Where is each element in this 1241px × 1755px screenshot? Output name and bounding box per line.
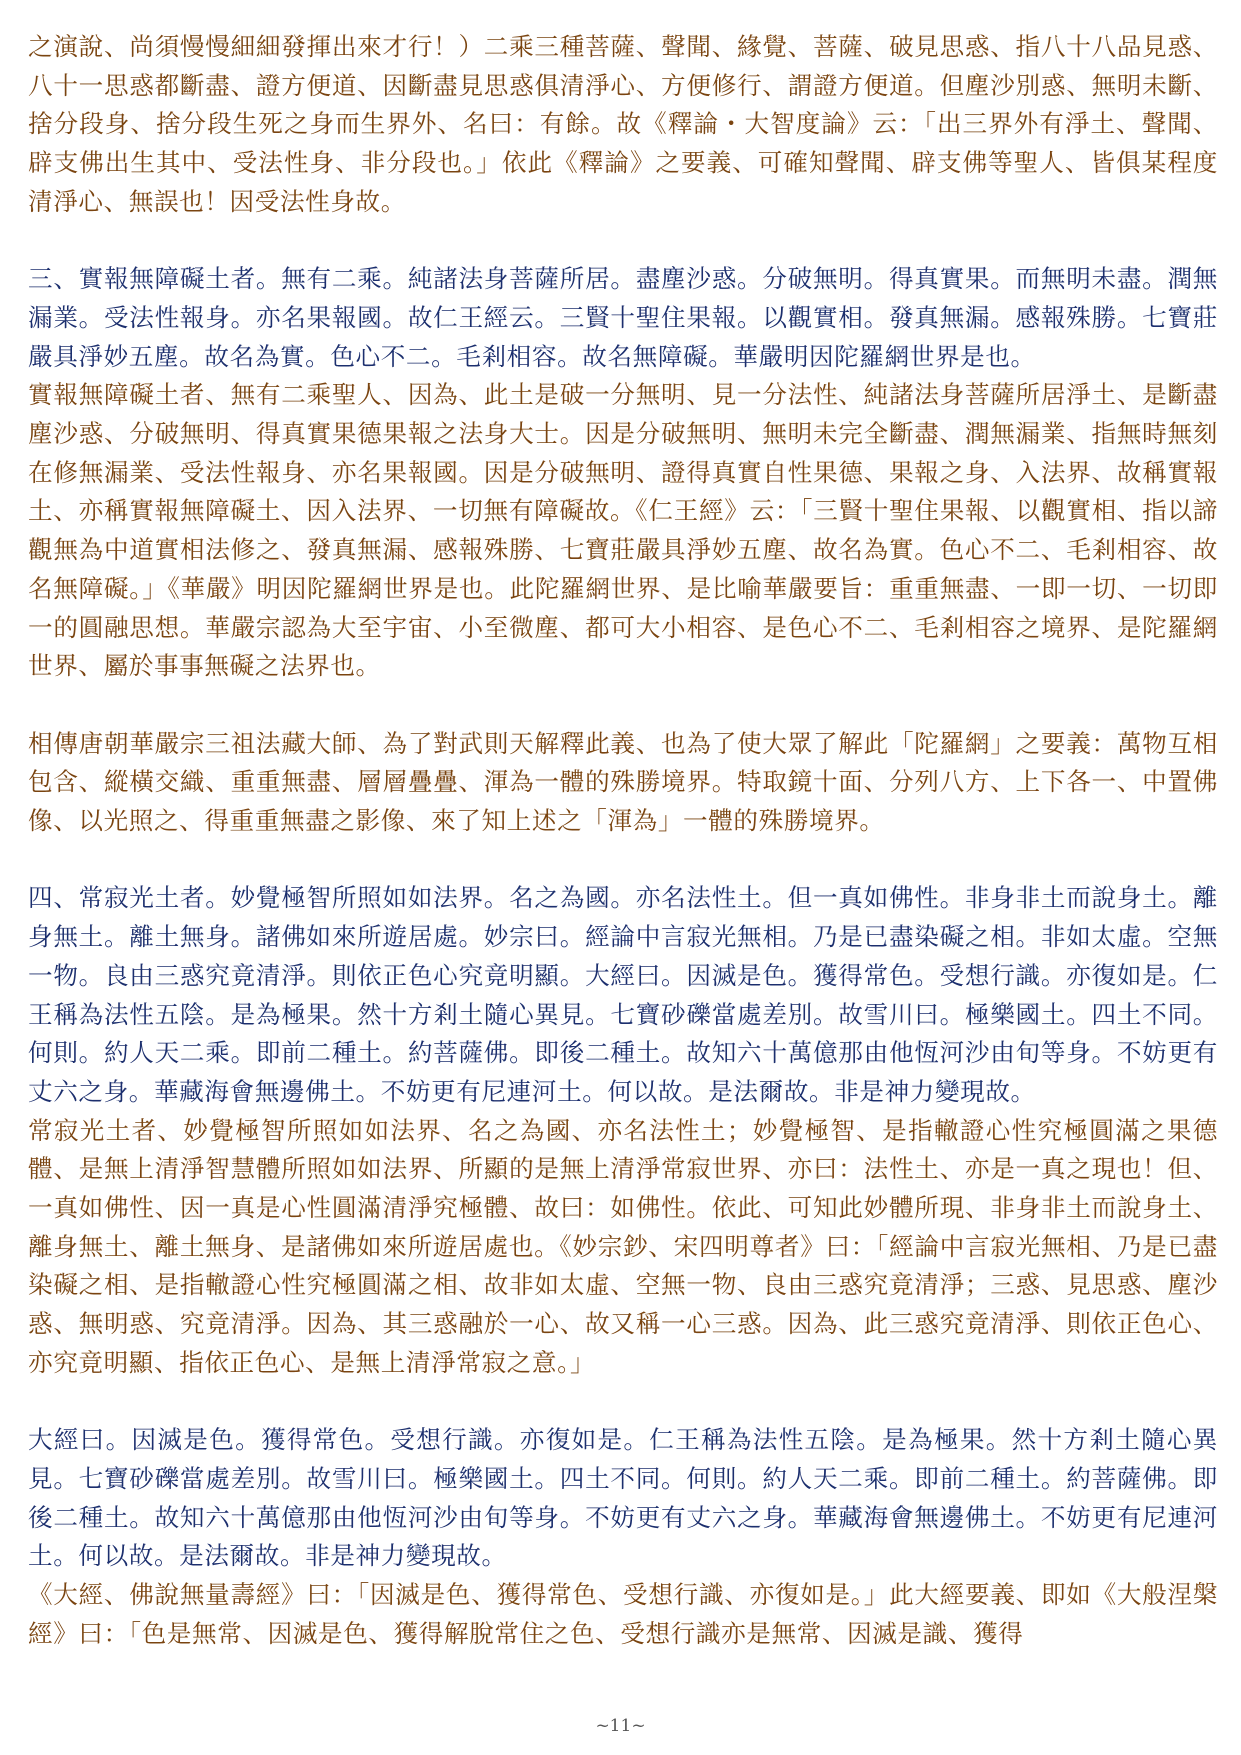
page-number: ~11~ — [595, 1716, 646, 1736]
paragraph-6: 常寂光土者、妙覺極智所照如如法界、名之為國、亦名法性土；妙覺極智、是指轍證心性究極圓滿之果德體、是無上清淨智慧體所照如如法界、所顯的是無上清淨常寂世界、亦曰：法性土、亦是一真之現也！但、一真如佛性、因一真是心性圓滿清淨究極體、故曰：如佛性。依此、可知此妙體所現、非身非土而說身土、離身無土、離土無身、是諸佛如來所遊居處也。《妙宗鈔、宋四明尊者》曰：「經論中言寂光無相、乃是已盡染礙之相、是指轍證心性究極圓滿之相、故非如太虛、空無一物、良由三惑究竟清淨；三惑、見思惑、塵沙惑、無明惑、究竟清淨。因為、其三惑融於一心、故又稱一心三惑。因為、此三惑究竟清淨、則依正色心、亦究竟明顯、指依正色心、是無上清淨常寂之意。」 — [28, 1115, 1218, 1377]
paragraph-2: 三、實報無障礙土者。無有二乘。純諸法身菩薩所居。盡塵沙惑。分破無明。得真實果。而無明未盡。潤無漏業。受法性報身。亦名果報國。故仁王經云。三賢十聖住果報。以觀實相。發真無漏。感報殊勝。七寶莊嚴具淨妙五塵。故名為實。色心不二。毛剎相容。故名無障礙。華嚴明因陀羅網世界是也。 — [28, 264, 1218, 371]
paragraph-3: 實報無障礙土者、無有二乘聖人、因為、此土是破一分無明、見一分法性、純諸法身菩薩所居淨土、是斷盡塵沙惑、分破無明、得真實果德果報之法身大士。因是分破無明、無明未完全斷盡、潤無漏業、指無時無刻在修無漏業、受法性報身、亦名果報國。因是分破無明、證得真實自性果德、果報之身、入法界、故稱實報土、亦稱實報無障礙土、因入法界、一切無有障礙故。《仁王經》云：「三賢十聖住果報、以觀實相、指以諦觀無為中道實相法修之、發真無漏、感報殊勝、七寶莊嚴具淨妙五塵、故名為實。色心不二、毛剎相容、故名無障礙。」《華嚴》明因陀羅網世界是也。此陀羅網世界、是比喻華嚴要旨：重重無盡、一即一切、一切即一的圓融思想。華嚴宗認為大至宇宙、小至微塵、都可大小相容、是色心不二、毛剎相容之境界、是陀羅網世界、屬於事事無礙之法界也。 — [28, 380, 1218, 681]
paragraph-gap — [28, 222, 1218, 261]
paragraph-7: 大經曰。因滅是色。獲得常色。受想行識。亦復如是。仁王稱為法性五陰。是為極果。然十方剎土隨心異見。七寶砂礫當處差別。故雪川曰。極樂國土。四土不同。何則。約人天二乘。即前二種土。約菩薩佛。即後二種土。故知六十萬億那由他恆河沙由旬等身。不妨更有丈六之身。華藏海會無邊佛土。不妨更有尼連河土。何以故。是法爾故。非是神力變現故。 — [28, 1425, 1218, 1571]
paragraph-gap — [28, 841, 1218, 880]
paragraph-8: 《大經、佛說無量壽經》曰：「因滅是色、獲得常色、受想行識、亦復如是。」此大經要義、即如《大般涅槃經》曰：「色是無常、因滅是色、獲得解脫常住之色、受想行識亦是無常、因滅是識、獲得 — [28, 1580, 1218, 1648]
document-body — [28, 28, 1218, 1653]
paragraph-gap — [28, 686, 1218, 725]
paragraph-5: 四、常寂光土者。妙覺極智所照如如法界。名之為國。亦名法性土。但一真如佛性。非身非土而說身土。離身無土。離土無身。諸佛如來所遊居處。妙宗曰。經論中言寂光無相。乃是已盡染礙之相。非如太虛。空無一物。良由三惑究竟清淨。則依正色心究竟明顯。大經曰。因滅是色。獲得常色。受想行識。亦復如是。仁王稱為法性五陰。是為極果。然十方剎土隨心異見。七寶砂礫當處差別。故雪川曰。極樂國土。四土不同。何則。約人天二乘。即前二種土。約菩薩佛。即後二種土。故知六十萬億那由他恆河沙由旬等身。不妨更有丈六之身。華藏海會無邊佛土。不妨更有尼連河土。何以故。是法爾故。非是神力變現故。 — [28, 883, 1218, 1106]
paragraph-4: 相傳唐朝華嚴宗三祖法藏大師、為了對武則天解釋此義、也為了使大眾了解此「陀羅網」之要義：萬物互相包含、縱橫交織、重重無盡、層層疊疊、渾為一體的殊勝境界。特取鏡十面、分列八方、上下各一、中置佛像、以光照之、得重重無盡之影像、來了知上述之「渾為」一體的殊勝境界。 — [28, 728, 1218, 836]
paragraph-1: 之演說、尚須慢慢細細發揮出來才行！）二乘三種菩薩、聲聞、緣覺、菩薩、破見思惑、指八十八品見惑、八十一思惑都斷盡、證方便道、因斷盡見思惑俱清淨心、方便修行、謂證方便道。但塵沙別惑、無明未斷、捨分段身、捨分段生死之身而生界外、名曰：有餘。故《釋論・大智度論》云：「出三界外有淨土、聲聞、辟支佛出生其中、受法性身、非分段也。」依此《釋論》之要義、可確知聲聞、辟支佛等聖人、皆俱某程度清淨心、無誤也！因受法性身故。 — [28, 32, 1218, 216]
paragraph-gap — [28, 1383, 1218, 1422]
